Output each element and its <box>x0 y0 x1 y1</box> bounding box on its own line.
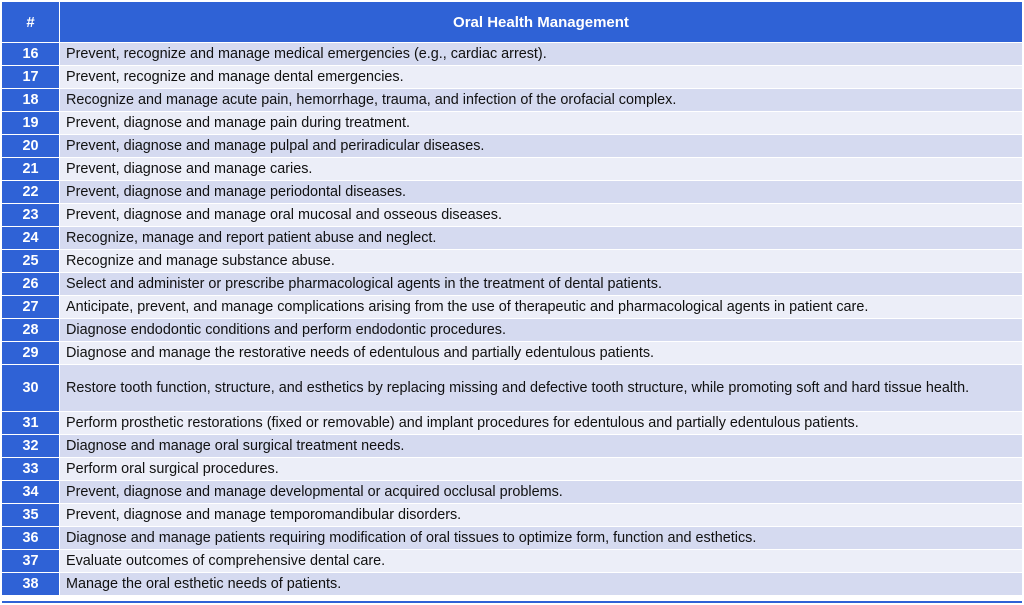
table-row <box>2 135 1022 158</box>
competency-table <box>2 2 1022 596</box>
row-number: 23 <box>2 204 60 227</box>
table-row <box>2 481 1022 504</box>
row-text: Prevent, diagnose and manage pain during treatment. <box>60 112 1022 135</box>
row-number: 26 <box>2 273 60 296</box>
row-text: Diagnose and manage oral surgical treatment needs. <box>60 435 1022 458</box>
row-number: 27 <box>2 296 60 319</box>
row-text: Diagnose and manage the restorative needs of edentulous and partially edentulous patients. <box>60 342 1022 365</box>
table-bottom-border <box>2 601 1022 603</box>
row-text: Prevent, diagnose and manage developmental or acquired occlusal problems. <box>60 481 1022 504</box>
table-row <box>2 250 1022 273</box>
row-number: 34 <box>2 481 60 504</box>
row-number: 33 <box>2 458 60 481</box>
table-row <box>2 158 1022 181</box>
header-number: # <box>2 2 60 43</box>
table-row <box>2 435 1022 458</box>
competency-table-container <box>2 2 1022 596</box>
row-text: Prevent, diagnose and manage periodontal diseases. <box>60 181 1022 204</box>
row-number: 38 <box>2 573 60 596</box>
table-row <box>2 296 1022 319</box>
row-text: Evaluate outcomes of comprehensive dental care. <box>60 550 1022 573</box>
row-text: Restore tooth function, structure, and esthetics by replacing missing and defective tooth structure, while promoting soft and hard tissue health. <box>60 365 1022 412</box>
table-row <box>2 365 1022 412</box>
row-number: 16 <box>2 43 60 66</box>
row-text: Prevent, diagnose and manage oral mucosal and osseous diseases. <box>60 204 1022 227</box>
row-number: 19 <box>2 112 60 135</box>
row-text: Prevent, recognize and manage dental emergencies. <box>60 66 1022 89</box>
row-number: 25 <box>2 250 60 273</box>
row-number: 36 <box>2 527 60 550</box>
row-text: Prevent, diagnose and manage pulpal and periradicular diseases. <box>60 135 1022 158</box>
row-text: Prevent, diagnose and manage temporomandibular disorders. <box>60 504 1022 527</box>
header-title: Oral Health Management <box>60 2 1022 43</box>
row-text: Select and administer or prescribe pharmacological agents in the treatment of dental patients. <box>60 273 1022 296</box>
row-number: 24 <box>2 227 60 250</box>
row-number: 20 <box>2 135 60 158</box>
table-row <box>2 227 1022 250</box>
row-text: Anticipate, prevent, and manage complications arising from the use of therapeutic and pharmacological agents in patient care. <box>60 296 1022 319</box>
table-row <box>2 504 1022 527</box>
table-row <box>2 112 1022 135</box>
table-header-row <box>2 2 1022 43</box>
row-number: 17 <box>2 66 60 89</box>
row-number: 31 <box>2 412 60 435</box>
table-row <box>2 89 1022 112</box>
table-body <box>2 43 1022 596</box>
row-text: Perform oral surgical procedures. <box>60 458 1022 481</box>
row-number: 18 <box>2 89 60 112</box>
row-number: 35 <box>2 504 60 527</box>
row-number: 30 <box>2 365 60 412</box>
row-text: Prevent, diagnose and manage caries. <box>60 158 1022 181</box>
row-number: 22 <box>2 181 60 204</box>
table-row <box>2 458 1022 481</box>
row-text: Manage the oral esthetic needs of patients. <box>60 573 1022 596</box>
table-row <box>2 342 1022 365</box>
table-row <box>2 319 1022 342</box>
table-row <box>2 204 1022 227</box>
row-number: 32 <box>2 435 60 458</box>
table-row <box>2 550 1022 573</box>
table-row <box>2 527 1022 550</box>
table-row <box>2 573 1022 596</box>
row-number: 29 <box>2 342 60 365</box>
row-number: 21 <box>2 158 60 181</box>
table-row <box>2 412 1022 435</box>
table-row <box>2 43 1022 66</box>
row-text: Diagnose and manage patients requiring modification of oral tissues to optimize form, function and esthetics. <box>60 527 1022 550</box>
row-text: Recognize and manage acute pain, hemorrhage, trauma, and infection of the orofacial complex. <box>60 89 1022 112</box>
row-number: 28 <box>2 319 60 342</box>
table-row <box>2 66 1022 89</box>
row-text: Recognize, manage and report patient abuse and neglect. <box>60 227 1022 250</box>
row-text: Perform prosthetic restorations (fixed or removable) and implant procedures for edentulous and partially edentulous patients. <box>60 412 1022 435</box>
row-text: Diagnose endodontic conditions and perform endodontic procedures. <box>60 319 1022 342</box>
row-text: Prevent, recognize and manage medical emergencies (e.g., cardiac arrest). <box>60 43 1022 66</box>
table-row <box>2 181 1022 204</box>
table-row <box>2 273 1022 296</box>
row-number: 37 <box>2 550 60 573</box>
row-text: Recognize and manage substance abuse. <box>60 250 1022 273</box>
